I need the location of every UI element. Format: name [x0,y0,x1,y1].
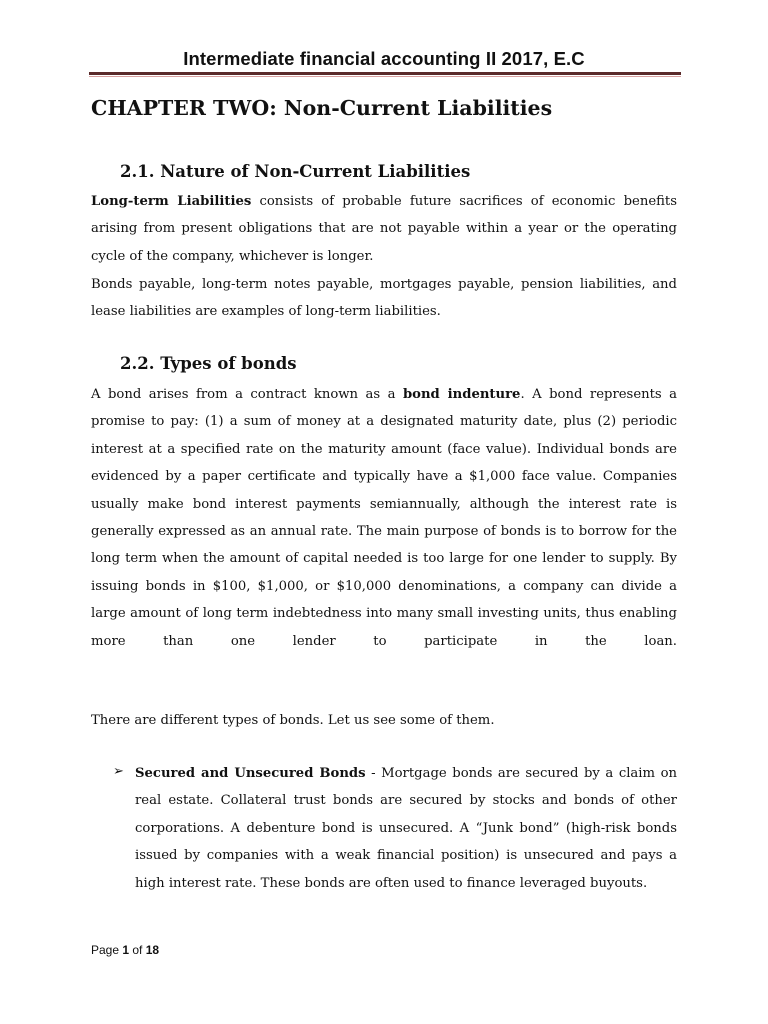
list-item-secured-unsecured [135,760,677,897]
paragraph-text: consists of probable future sacrifices of economic benefits arising from present obligations that are not payable within a year or the operating cycle of the company, whichever is longer. [91,194,677,264]
footer-of-label: of [129,943,146,957]
chapter-title: CHAPTER TWO: Non-Current Liabilities [91,96,553,120]
list-item-text: - Mortgage bonds are secured by a claim on real estate. Collateral trust bonds are secured by stocks and bonds of other corporations. A debenture bond is unsecured. A “Junk bond” (high-risk bonds issued by companies with a weak financial position) is unsecured and pays a high interest rate. These bonds are often used to finance leveraged buyouts. [135,766,677,891]
running-header: Intermediate financial accounting II 2017, E.C [183,48,585,69]
current-page-number: 1 [122,943,130,957]
paragraph-text: A bond arises from a contract known as a [91,387,403,402]
term-secured-unsecured-bonds: Secured and Unsecured Bonds [135,766,366,781]
term-bond-indenture: bond indenture [402,387,521,402]
footer-page-label: Page [91,943,123,957]
total-pages: 18 [145,943,160,957]
paragraph-types-intro: There are different types of bonds. Let us see some of them. [91,713,495,728]
arrow-bullet-icon: ➢ [113,764,124,779]
paragraph-bond-indenture [91,381,677,655]
header-rule [89,72,681,75]
paragraph-long-term-liabilities [91,188,677,270]
term-long-term-liabilities: Long-term Liabilities [91,194,252,209]
page-footer [91,943,159,957]
section-heading-nature: 2.1. Nature of Non-Current Liabilities [120,162,471,181]
paragraph-examples: Bonds payable, long-term notes payable, mortgages payable, pension liabilities, and lease liabilities are examples of long-term liabilities. [91,277,677,320]
paragraph-text: . A bond represents a promise to pay: (1) a sum of money at a designated maturity date, plus (2) periodic interest at a specified rate on the maturity amount (face value). Individual bonds are evidenced by a paper certificate and typically have a $1,000 face value. Companies usually make bond interest payments semiannually, although the interest rate is generally expressed as an annual rate. The main purpose of bonds is to borrow for the long term when the amount of capital needed is too large for one lender to supply. By issuing bonds in $100, $1,000, or $10,000 denominations, a company can divide a large amount of long term indebtedness into many small investing units, thus enabling more than one lender to participate in the loan. [91,387,678,649]
section-heading-types-of-bonds: 2.2. Types of bonds [120,354,297,373]
header-rule-accent [89,76,681,77]
